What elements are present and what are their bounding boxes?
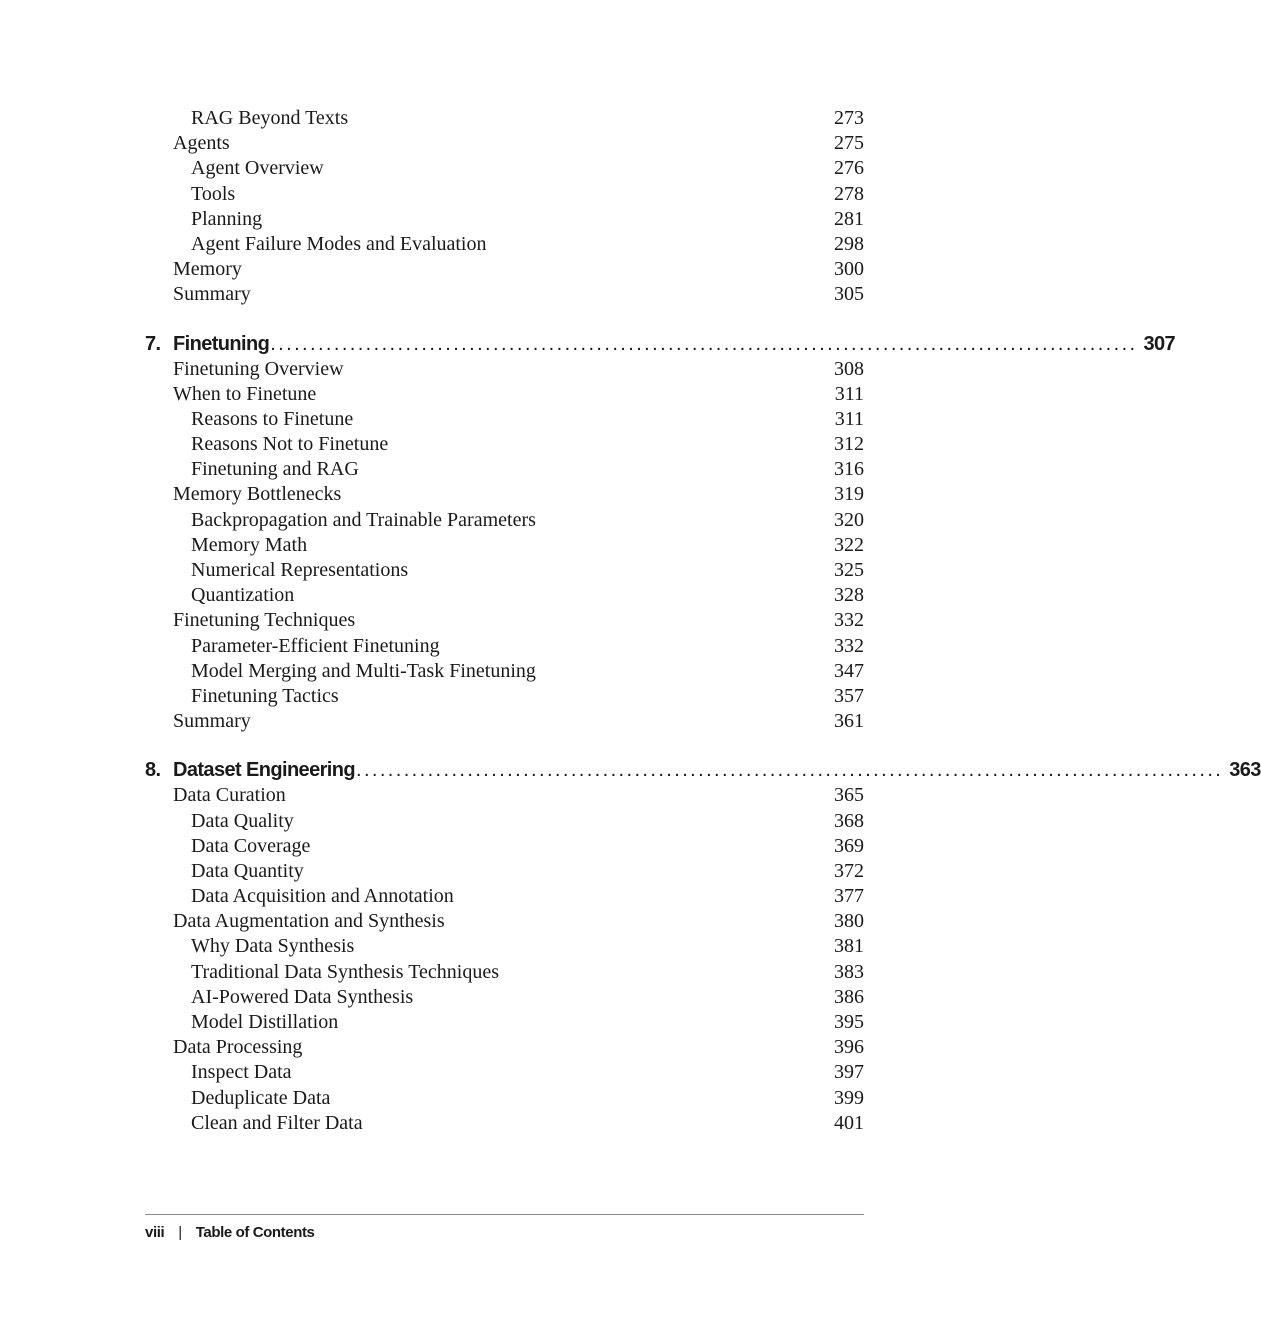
toc-entry[interactable]	[145, 934, 864, 959]
toc-entry-title: Deduplicate Data	[191, 1086, 331, 1109]
toc-entry-page: 322	[834, 533, 864, 556]
toc-entry-title: When to Finetune	[173, 382, 317, 405]
toc-entry-title: Reasons to Finetune	[191, 407, 354, 430]
toc-entry[interactable]	[145, 106, 864, 131]
toc-entry-page: 377	[834, 885, 864, 908]
table-of-contents	[145, 106, 1261, 1136]
toc-entry-page: 332	[834, 609, 864, 632]
toc-entry-title: Numerical Representations	[191, 559, 409, 581]
chapter-title: Dataset Engineering	[173, 759, 355, 782]
toc-entry-title: Data Quality	[191, 809, 294, 832]
toc-entry-title: Agents	[173, 132, 230, 155]
toc-entry-page: 328	[834, 584, 864, 607]
toc-entry-title: Data Acquisition and Annotation	[191, 885, 454, 908]
chapter-title: Finetuning	[173, 332, 270, 355]
toc-entry-title: RAG Beyond Texts	[191, 107, 349, 129]
toc-entry[interactable]	[145, 1086, 864, 1111]
toc-entry-title: Clean and Filter Data	[191, 1111, 363, 1134]
toc-entry[interactable]	[145, 533, 864, 558]
toc-entry-title: Model Distillation	[191, 1011, 339, 1033]
toc-entry-page: 298	[834, 232, 864, 255]
toc-entry-title: Data Curation	[173, 784, 286, 807]
toc-entry[interactable]	[145, 482, 864, 507]
toc-entry-page: 380	[834, 910, 864, 933]
footer-separator: |	[178, 1224, 182, 1241]
toc-entry-page: 386	[834, 985, 864, 1008]
toc-entry[interactable]	[145, 357, 864, 382]
toc-entry-page: 383	[834, 960, 864, 983]
toc-entry[interactable]	[145, 457, 864, 482]
toc-entry-page: 332	[834, 634, 864, 657]
toc-entry-title: Memory Math	[191, 533, 308, 556]
toc-entry-page: 401	[834, 1111, 864, 1134]
page-footer	[145, 1214, 864, 1241]
chapter-heading[interactable]	[145, 757, 1261, 783]
chapter-entries	[145, 783, 864, 1136]
toc-entry[interactable]	[145, 608, 864, 633]
toc-entry-title: Summary	[173, 283, 251, 306]
toc-entry[interactable]	[145, 809, 864, 834]
toc-entry[interactable]	[145, 859, 864, 884]
toc-entry-page: 308	[834, 357, 864, 380]
toc-entry-title: Planning	[191, 207, 263, 230]
toc-entry[interactable]	[145, 131, 864, 156]
toc-entry-title: Parameter-Efficient Finetuning	[191, 634, 440, 657]
toc-entry[interactable]	[145, 432, 864, 457]
toc-entry-page: 275	[834, 132, 864, 155]
toc-entry-page: 278	[834, 182, 864, 205]
toc-entry[interactable]	[145, 282, 864, 307]
chapter-page: 363	[1229, 759, 1261, 782]
toc-entry-title: AI-Powered Data Synthesis	[191, 985, 414, 1008]
toc-entry-title: Quantization	[191, 584, 295, 607]
toc-entry[interactable]	[145, 257, 864, 282]
toc-entry-title: Backpropagation and Trainable Parameters	[191, 508, 536, 531]
toc-entry-title: Finetuning and RAG	[191, 458, 359, 481]
toc-entry-title: Data Coverage	[191, 834, 311, 857]
toc-entry-page: 305	[834, 283, 864, 306]
lead-entries	[145, 106, 864, 308]
toc-entry-title: Reasons Not to Finetune	[191, 433, 389, 456]
toc-entry[interactable]	[145, 834, 864, 859]
toc-entry-title: Finetuning Tactics	[191, 684, 339, 707]
dot-leader: .............................................................................................................	[355, 759, 1224, 782]
toc-entry-page: 276	[834, 157, 864, 180]
toc-entry-page: 395	[834, 1011, 864, 1033]
toc-entry-page: 273	[834, 107, 864, 129]
toc-entry-title: Tools	[191, 182, 236, 205]
toc-entry[interactable]	[145, 1035, 864, 1060]
toc-entry-page: 347	[834, 659, 864, 682]
toc-entry[interactable]	[145, 1060, 864, 1085]
toc-entry[interactable]	[145, 884, 864, 909]
toc-entry-title: Data Augmentation and Synthesis	[173, 910, 445, 933]
toc-entry[interactable]	[145, 684, 864, 709]
chapter-heading[interactable]	[145, 331, 1176, 357]
toc-entry-page: 361	[834, 710, 864, 733]
toc-entry-page: 372	[834, 859, 864, 882]
toc-entry-page: 281	[834, 207, 864, 230]
toc-entry[interactable]	[145, 232, 864, 257]
chapter-entries	[145, 357, 864, 735]
toc-entry-title: Memory Bottlenecks	[173, 483, 342, 506]
chapter-number: 7.	[145, 332, 161, 355]
toc-entry-title: Data Processing	[173, 1036, 303, 1059]
toc-entry-title: Agent Failure Modes and Evaluation	[191, 232, 487, 255]
toc-entry-title: Summary	[173, 710, 251, 733]
toc-entry-page: 311	[834, 382, 864, 405]
toc-entry-page: 357	[834, 684, 864, 707]
toc-entry[interactable]	[145, 207, 864, 232]
toc-entry-page: 396	[834, 1036, 864, 1059]
toc-entry[interactable]	[145, 382, 864, 407]
toc-entry[interactable]	[145, 583, 864, 608]
toc-entry[interactable]	[145, 1010, 864, 1035]
toc-entry-title: Finetuning Techniques	[173, 609, 356, 632]
toc-entry[interactable]	[145, 1111, 864, 1136]
toc-entry-page: 300	[834, 258, 864, 281]
toc-entry-page: 381	[834, 935, 864, 958]
toc-entry[interactable]	[145, 634, 864, 659]
chapter-page: 307	[1143, 332, 1176, 355]
toc-entry[interactable]	[145, 909, 864, 934]
toc-entry-page: 319	[834, 483, 864, 506]
toc-entry-page: 325	[834, 559, 864, 581]
toc-entry-page: 311	[834, 407, 864, 430]
dot-leader: .............................................................................................................	[270, 332, 1138, 355]
toc-entry[interactable]	[145, 182, 864, 207]
toc-entry-page: 399	[834, 1086, 864, 1109]
toc-entry-title: Model Merging and Multi-Task Finetuning	[191, 659, 536, 682]
toc-entry[interactable]	[145, 558, 864, 583]
toc-entry[interactable]	[145, 508, 864, 533]
toc-entry[interactable]	[145, 407, 864, 432]
toc-entry-title: Agent Overview	[191, 157, 324, 180]
toc-entry[interactable]	[145, 709, 864, 734]
toc-entry-page: 312	[834, 433, 864, 456]
toc-entry-title: Why Data Synthesis	[191, 935, 355, 958]
footer-text	[145, 1224, 315, 1241]
toc-entry-page: 397	[834, 1061, 864, 1084]
toc-entry-page: 365	[834, 784, 864, 807]
toc-entry[interactable]	[145, 960, 864, 985]
toc-entry-title: Traditional Data Synthesis Techniques	[191, 960, 500, 983]
toc-entry-title: Finetuning Overview	[173, 357, 344, 380]
toc-entry[interactable]	[145, 659, 864, 684]
footer-page-number: viii	[145, 1224, 165, 1241]
toc-entry-title: Inspect Data	[191, 1061, 292, 1084]
toc-entry-page: 368	[834, 809, 864, 832]
toc-entry-title: Data Quantity	[191, 859, 304, 882]
toc-entry-page: 316	[834, 458, 864, 481]
toc-entry[interactable]	[145, 783, 864, 808]
toc-entry[interactable]	[145, 985, 864, 1010]
footer-running-title: Table of Contents	[195, 1224, 315, 1241]
toc-entry-page: 320	[834, 508, 864, 531]
toc-entry-title: Memory	[173, 258, 242, 281]
toc-entry[interactable]	[145, 156, 864, 181]
chapter-number: 8.	[145, 759, 161, 782]
toc-entry-page: 369	[834, 834, 864, 857]
